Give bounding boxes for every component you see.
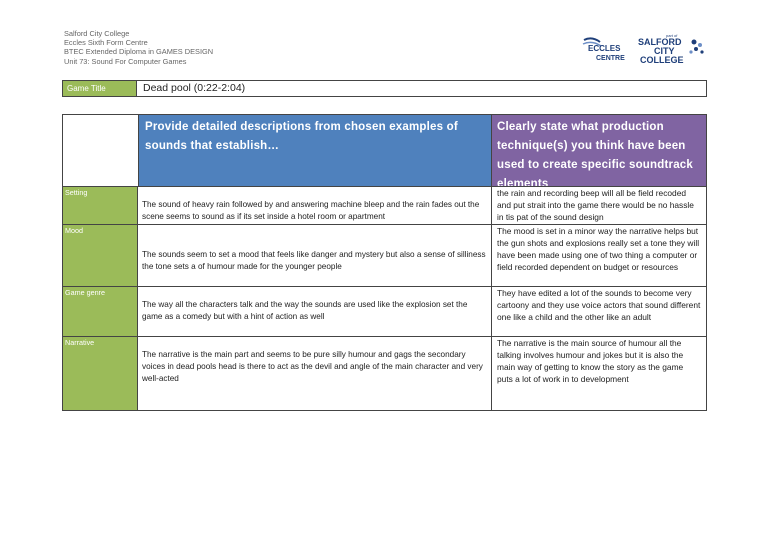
document-header [64, 29, 213, 66]
header-line: Salford City College [64, 29, 130, 38]
game-title-row [62, 80, 707, 97]
table-row [63, 286, 706, 336]
row-label: Game genre [63, 287, 138, 336]
row-description: The narrative is the main part and seems to be pure silly humour and gags the secondary voices in dead pools head is there to act as the devil and angle of the main character and very well-acted [142, 350, 483, 383]
header-techniques: Clearly state what production technique(s) you think have been used to create specific soundtrack elements [491, 115, 706, 186]
salford-logo-line3: COLLEGE [640, 55, 684, 64]
game-title-label: Game Title [63, 81, 137, 96]
row-description: The sounds seem to set a mood that feels like danger and mystery but also a sense of silliness the tone sets a of humour made for the younger people [142, 250, 486, 271]
row-label: Narrative [63, 337, 138, 410]
salford-logo-line2: CITY [654, 46, 675, 56]
table-row [63, 186, 706, 224]
header-line: BTEC Extended Diploma in GAMES DESIGN [64, 47, 214, 57]
row-label: Mood [63, 225, 138, 286]
header-line: Eccles Sixth Form Centre [64, 38, 148, 48]
header-descriptions: Provide detailed descriptions from chosen examples of sounds that establish… [138, 115, 491, 186]
eccles-logo-subtext: CENTRE [596, 55, 625, 62]
table-row [63, 336, 706, 410]
row-description: The way all the characters talk and the way the sounds are used like the explosion set the game as a comedy but with a hint of action as well [142, 300, 468, 321]
row-description: The sound of heavy rain followed by and answering machine bleep and the rain fades out the scene seems to sound as if its set inside a hotel room or apartment [142, 200, 480, 221]
salford-logo-partof: part of [666, 33, 678, 38]
game-title-value: Dead pool (0:22-2:04) [143, 82, 246, 94]
row-technique: They have edited a lot of the sounds to become very cartoony and they use voice actors that sound different one like a child and the other like an adult [491, 287, 706, 336]
salford-logo-line1: SALFORD [638, 37, 682, 47]
salford-city-college-logo [636, 32, 706, 64]
row-technique: The narrative is the main source of humour all the talking involves humour and jokes but it is also the main way of getting to know the story as the game puts a lot of work in to development [491, 337, 706, 410]
row-technique: The mood is set in a minor way the narrative helps but the gun shots and explosions really set a tone they will have been made using one of two thing a computer or field recorded dependent on budget or resources [491, 225, 706, 286]
header-line: Unit 73: Sound For Computer Games [64, 56, 187, 66]
row-technique: the rain and recording beep will all be field recoded and put strait into the game there would be no hassle in tis pat of the sound design [491, 187, 706, 224]
eccles-centre-logo [580, 34, 628, 64]
sound-analysis-table [62, 114, 707, 411]
eccles-logo-text: ECCLES [588, 44, 621, 53]
table-row [63, 224, 706, 286]
row-label: Setting [63, 187, 138, 224]
